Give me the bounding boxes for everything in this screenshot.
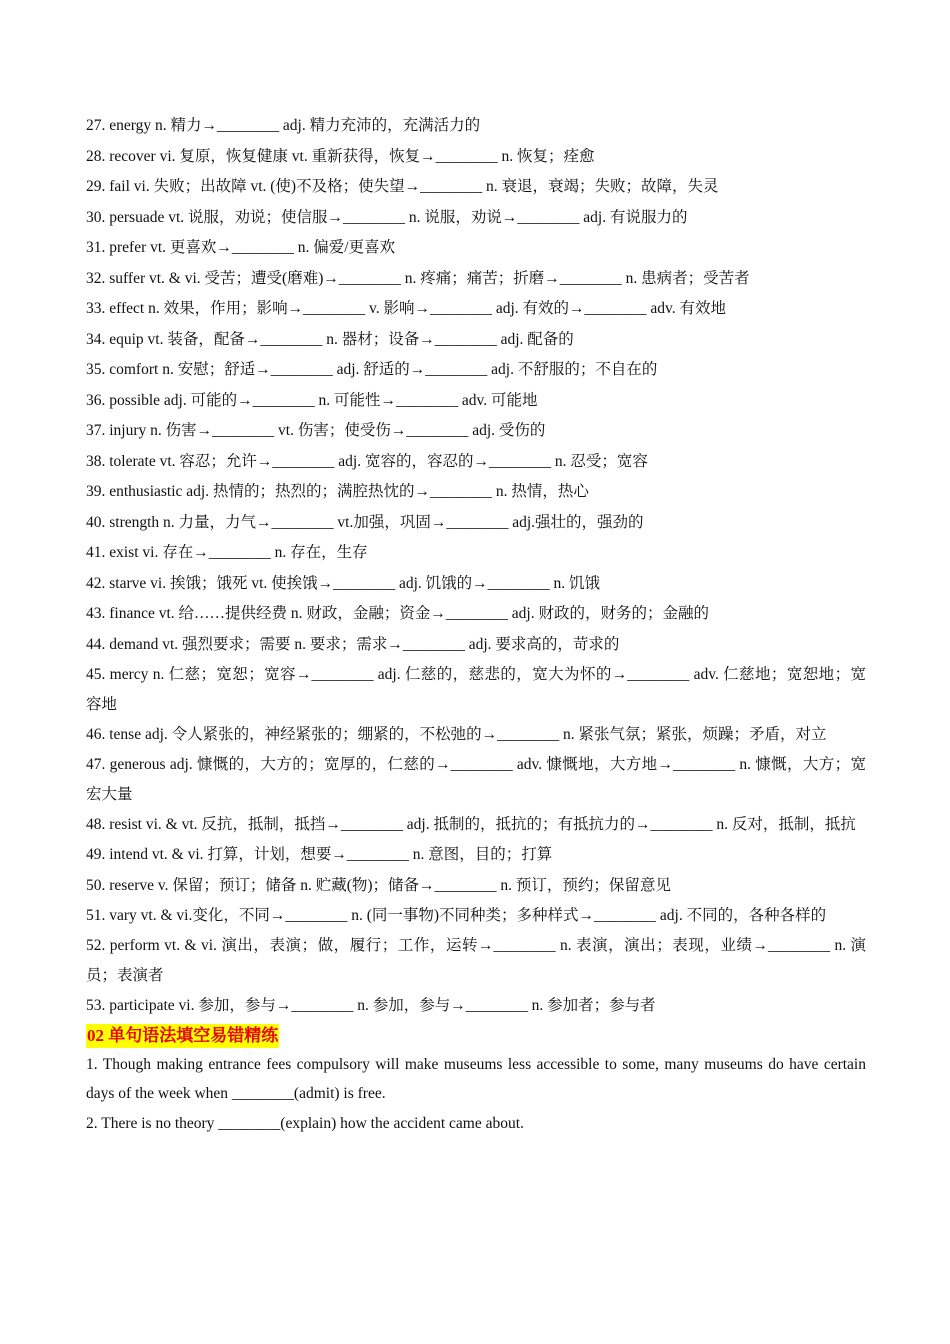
question-1: 1. Though making entrance fees compulsory will make museums less accessible to some, many museums do have certain days of the week when ________(admit) is free. [86,1055,866,1102]
vocab-item-37: 37. injury n. 伤害→________ vt. 伤害；使受伤→________ adj. 受伤的 [86,422,546,439]
question-2: 2. There is no theory ________(explain) how the accident came about. [86,1114,524,1132]
vocab-item-31: 31. prefer vt. 更喜欢→________ n. 偏爱/更喜欢 [86,239,396,256]
vocab-item-49: 49. intend vt. & vi. 打算，计划，想要→________ n. 意图，目的；打算 [86,846,553,863]
vocab-item-38: 38. tolerate vt. 容忍；允许→________ adj. 宽容的，容忍的→________ n. 忍受；宽容 [86,452,648,470]
vocab-item-40: 40. strength n. 力量，力气→________ vt.加强，巩固→________ adj.强壮的，强劲的 [86,513,644,531]
vocab-item-46: 46. tense adj. 令人紧张的，神经紧张的；绷紧的，不松弛的→________ n. 紧张气氛；紧张，烦躁；矛盾，对立 [86,726,827,743]
vocab-item-53: 53. participate vi. 参加，参与→________ n. 参加，参与→________ n. 参加者；参与者 [86,997,656,1014]
vocab-item-35: 35. comfort n. 安慰；舒适→________ adj. 舒适的→________ adj. 不舒服的；不自在的 [86,361,658,378]
vocab-item-34: 34. equip vt. 装备，配备→________ n. 器材；设备→________ adj. 配备的 [86,330,574,348]
vocab-item-28: 28. recover vi. 复原，恢复健康 vt. 重新获得，恢复→________ n. 恢复；痊愈 [86,147,595,165]
vocab-item-45: 45. mercy n. 仁慈；宽恕；宽容→________ adj. 仁慈的，慈悲的，宽大为怀的→________ adv. 仁慈地；宽恕地；宽容地 [86,666,866,713]
vocab-item-42: 42. starve vi. 挨饿；饿死 vt. 使挨饿→________ adj. 饥饿的→________ n. 饥饿 [86,574,601,592]
vocab-item-32: 32. suffer vt. & vi. 受苦；遭受(磨难)→________ n. 疼痛；痛苦；折磨→________ n. 患病者；受苦者 [86,269,750,287]
vocab-item-41: 41. exist vi. 存在→________ n. 存在，生存 [86,544,368,561]
vocab-item-44: 44. demand vt. 强烈要求；需要 n. 要求；需求→________ adj. 要求高的，苛求的 [86,635,620,653]
vocab-item-39: 39. enthusiastic adj. 热情的；热烈的；满腔热忱的→________ n. 热情，热心 [86,483,589,500]
vocab-item-36: 36. possible adj. 可能的→________ n. 可能性→________ adv. 可能地 [86,391,538,409]
vocab-item-29: 29. fail vi. 失败；出故障 vt. (使)不及格；使失望→________ n. 衰退，衰竭；失败；故障，失灵 [86,178,719,195]
page-content [86,111,866,1138]
vocab-item-47: 47. generous adj. 慷慨的，大方的；宽厚的，仁慈的→________ adv. 慷慨地，大方地→________ n. 慷慨，大方；宽宏大量 [86,756,866,803]
vocab-item-52: 52. perform vt. & vi. 演出，表演；做，履行；工作，运转→________ n. 表演，演出；表现，业绩→________ n. 演员；表演者 [86,937,866,984]
vocab-item-33: 33. effect n. 效果，作用；影响→________ v. 影响→________ adj. 有效的→________ adv. 有效地 [86,300,727,317]
vocab-item-51: 51. vary vt. & vi.变化，不同→________ n. (同一事物)不同种类；多种样式→________ adj. 不同的，各种各样的 [86,907,827,924]
vocab-item-48: 48. resist vi. & vt. 反抗，抵制，抵挡→________ adj. 抵制的，抵抗的；有抵抗力的→________ n. 反对，抵制，抵抗 [86,816,856,833]
vocab-item-30: 30. persuade vt. 说服，劝说；使信服→________ n. 说服，劝说→________ adj. 有说服力的 [86,208,688,226]
vocab-item-43: 43. finance vt. 给……提供经费 n. 财政，金融；资金→________ adj. 财政的，财务的；金融的 [86,605,709,622]
vocab-item-50: 50. reserve v. 保留；预订；储备 n. 贮藏(物)；储备→________ n. 预订，预约；保留意见 [86,876,671,894]
vocab-item-27: 27. energy n. 精力→________ adj. 精力充沛的，充满活力的 [86,117,481,134]
section-heading-row [86,1024,866,1048]
section-heading: 02 单句语法填空易错精练 [86,1024,279,1048]
